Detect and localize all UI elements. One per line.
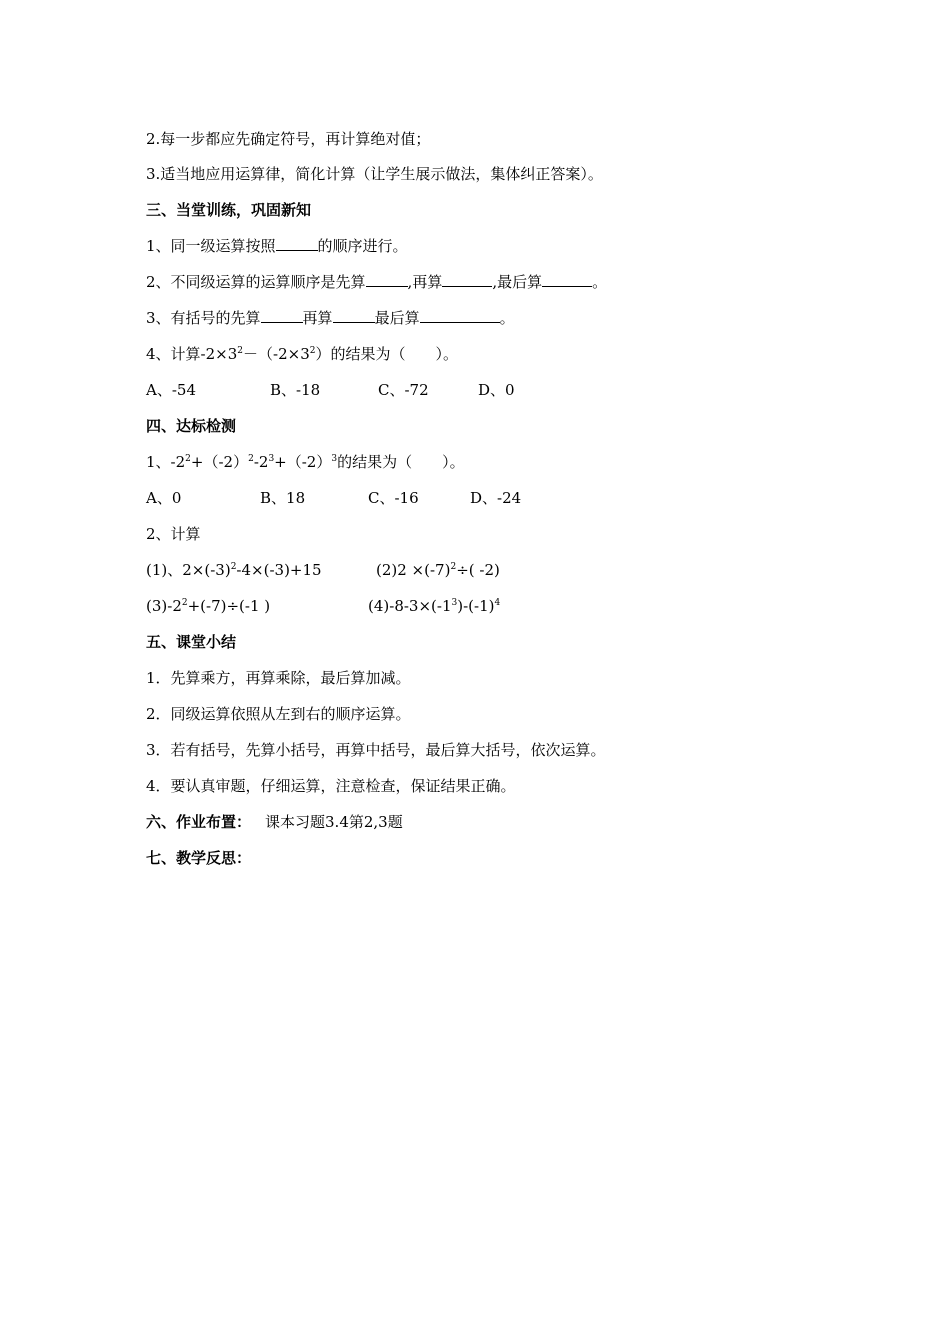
option-c: C、-72	[378, 381, 429, 399]
option-b: B、18	[260, 489, 306, 507]
problem-2	[376, 560, 500, 580]
section-6	[146, 812, 403, 832]
exponent: 2	[181, 598, 188, 608]
problem-3-text-b: +(-7)÷(-1 )	[187, 597, 271, 615]
exponent: 2	[450, 562, 457, 572]
exponent: 2	[230, 562, 237, 572]
s3-q2-text-d: 。	[592, 273, 608, 291]
fill-blank	[276, 236, 318, 251]
section-5-title: 五、课堂小结	[146, 633, 237, 651]
s4-q1-text-b: +（-2）	[190, 453, 249, 471]
summary-item: 4．要认真审题，仔细运算，注意检查，保证结果正确。	[146, 777, 516, 795]
s4-q1-options	[146, 488, 546, 508]
intro-point-3: 3.适当地应用运算律，简化计算（让学生展示做法，集体纠正答案）。	[146, 165, 603, 183]
exponent: 2	[185, 454, 191, 464]
option-d: D、-24	[470, 489, 522, 507]
s3-q4-text-a: 4、计算-2×3	[146, 345, 238, 363]
s3-q2-text-a: 2、不同级运算的运算顺序是先算	[146, 273, 366, 291]
problem-2-text-b: ÷( -2)	[456, 561, 500, 579]
fill-blank	[333, 308, 375, 323]
section-6-title: 六、作业布置：	[146, 813, 252, 831]
s4-problems-row-1	[146, 560, 566, 580]
fill-blank	[542, 272, 592, 287]
problem-4-text-b: )-(-1)	[457, 597, 495, 615]
s4-question-2: 2、计算	[146, 525, 201, 543]
s3-question-1	[146, 236, 408, 256]
problem-1	[146, 560, 322, 580]
option-a: A、0	[146, 489, 182, 507]
intro-point-2: 2.每一步都应先确定符号，再计算绝对值；	[146, 130, 431, 148]
option-a: A、-54	[146, 381, 196, 399]
fill-blank	[261, 308, 303, 323]
summary-item: 2．同级运算依照从左到右的顺序运算。	[146, 705, 411, 723]
s3-q4-text-c: ）的结果为（ ）。	[315, 345, 458, 363]
exponent: 2	[248, 454, 254, 464]
s3-q1-text-a: 1、同一级运算按照	[146, 237, 276, 255]
problem-1-text-a: (1)、2×(-3)	[146, 561, 231, 579]
s3-q1-text-b: 的顺序进行。	[317, 237, 408, 255]
s3-question-2	[146, 272, 607, 292]
problem-3-text-a: (3)-2	[146, 597, 182, 615]
s3-q3-text-d: 。	[499, 309, 515, 327]
section-4-title: 四、达标检测	[146, 417, 237, 435]
section-7-title: 七、教学反思：	[146, 849, 252, 867]
section-3-title: 三、当堂训练，巩固新知	[146, 201, 312, 219]
s3-q3-text-c: 最后算	[374, 309, 420, 327]
s3-q2-text-c: ,最后算	[492, 273, 543, 291]
summary-item: 1．先算乘方，再算乘除，最后算加减。	[146, 669, 411, 687]
problem-2-text-a: (2)2 ×(-7)	[376, 561, 451, 579]
exponent: 3	[331, 454, 338, 464]
option-c: C、-16	[368, 489, 419, 507]
problem-4-text-a: (4)-8-3×(-1	[368, 597, 452, 615]
problem-4	[368, 596, 500, 616]
homework-content: 课本习题3.4第2,3题	[265, 813, 403, 831]
s3-q3-text-a: 3、有括号的先算	[146, 309, 261, 327]
exponent: 3	[268, 454, 275, 464]
s4-q1-text-a: 1、-2	[146, 453, 186, 471]
s3-q3-text-b: 再算	[302, 309, 333, 327]
summary-item: 3．若有括号，先算小括号，再算中括号，最后算大括号，依次运算。	[146, 741, 606, 759]
fill-blank	[442, 272, 492, 287]
fill-blank	[366, 272, 408, 287]
exponent: 4	[494, 598, 501, 608]
s3-q4-options	[146, 380, 546, 400]
s3-question-4	[146, 344, 458, 364]
exponent: 3	[451, 598, 458, 608]
s3-q4-text-b: －（-2×3	[243, 345, 310, 363]
s4-q1-text-d: +（-2）	[274, 453, 332, 471]
option-d: D、0	[478, 381, 515, 399]
s4-q1-text-c: -2	[253, 453, 269, 471]
s3-question-3	[146, 308, 515, 328]
problem-3	[146, 596, 270, 616]
s4-question-1	[146, 452, 465, 472]
option-b: B、-18	[270, 381, 321, 399]
s3-q2-text-b: ,再算	[407, 273, 443, 291]
fill-blank	[420, 308, 500, 323]
s4-problems-row-2	[146, 596, 566, 616]
s4-q1-text-f: 的结果为（ ）。	[337, 453, 465, 471]
problem-1-text-b: -4×(-3)+15	[236, 561, 322, 579]
exponent: 2	[309, 346, 316, 356]
exponent: 2	[237, 346, 244, 356]
